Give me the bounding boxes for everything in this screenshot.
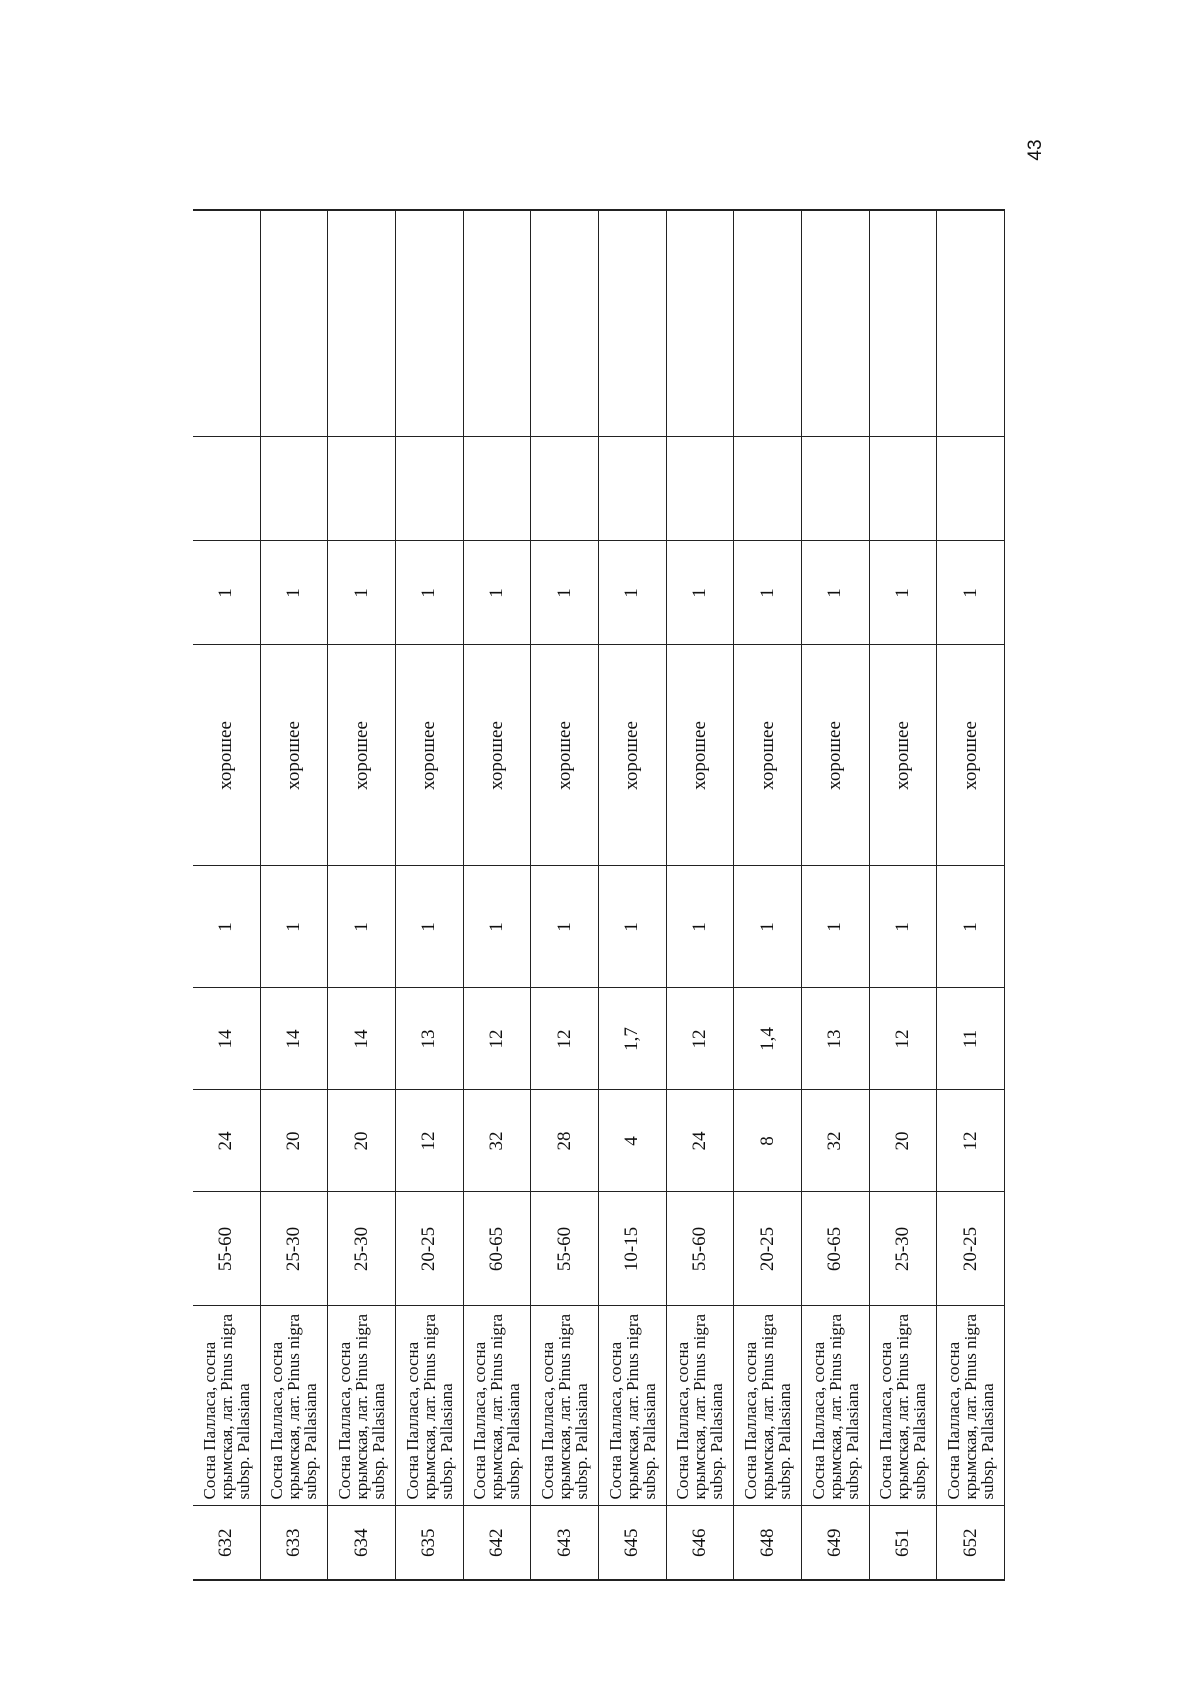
diameter-cell: 13 [801, 988, 869, 1090]
age-cell: 25-30 [869, 1192, 937, 1306]
species-cell: Сосна Палласа, сосна крымская, лат. Pinus nigra subsp. Pallasiana [801, 1306, 869, 1506]
row-number-cell: 632 [193, 1506, 260, 1580]
condition-cell: хорошее [463, 645, 531, 866]
condition-cell: хорошее [531, 645, 599, 866]
count-cell: 1 [260, 866, 328, 988]
quantity-cell: 1 [666, 541, 734, 645]
species-cell: Сосна Палласа, сосна крымская, лат. Pinus nigra subsp. Pallasiana [328, 1306, 396, 1506]
quantity-cell: 1 [734, 541, 802, 645]
quantity-cell: 1 [937, 541, 1005, 645]
extra-cell [395, 210, 463, 437]
row-number-cell: 648 [734, 1506, 802, 1580]
age-cell: 25-30 [260, 1192, 328, 1306]
count-cell: 1 [937, 866, 1005, 988]
age-cell: 60-65 [801, 1192, 869, 1306]
quantity-cell: 1 [801, 541, 869, 645]
condition-cell: хорошее [666, 645, 734, 866]
extra-cell [869, 210, 937, 437]
species-cell: Сосна Палласа, сосна крымская, лат. Pinus nigra subsp. Pallasiana [193, 1306, 260, 1506]
note-cell [869, 437, 937, 541]
quantity-cell: 1 [463, 541, 531, 645]
row-number-cell: 645 [598, 1506, 666, 1580]
quantity-cell: 1 [598, 541, 666, 645]
count-cell: 1 [328, 866, 396, 988]
table-row [734, 210, 802, 1580]
count-cell: 1 [801, 866, 869, 988]
species-cell: Сосна Палласа, сосна крымская, лат. Pinus nigra subsp. Pallasiana [463, 1306, 531, 1506]
diameter-cell: 1,7 [598, 988, 666, 1090]
quantity-cell: 1 [531, 541, 599, 645]
note-cell [666, 437, 734, 541]
table-body [193, 210, 1005, 1580]
count-cell: 1 [598, 866, 666, 988]
page-number: 43 [1025, 139, 1046, 161]
condition-cell: хорошее [395, 645, 463, 866]
row-number-cell: 634 [328, 1506, 396, 1580]
species-cell: Сосна Палласа, сосна крымская, лат. Pinus nigra subsp. Pallasiana [598, 1306, 666, 1506]
table-row [395, 210, 463, 1580]
table [193, 209, 1005, 1581]
age-cell: 10-15 [598, 1192, 666, 1306]
table-row [869, 210, 937, 1580]
note-cell [937, 437, 1005, 541]
diameter-cell: 12 [463, 988, 531, 1090]
age-cell: 60-65 [463, 1192, 531, 1306]
extra-cell [193, 210, 260, 437]
row-number-cell: 651 [869, 1506, 937, 1580]
species-cell: Сосна Палласа, сосна крымская, лат. Pinus nigra subsp. Pallasiana [395, 1306, 463, 1506]
diameter-cell: 1,4 [734, 988, 802, 1090]
age-cell: 25-30 [328, 1192, 396, 1306]
diameter-cell: 12 [666, 988, 734, 1090]
table-row [801, 210, 869, 1580]
age-cell: 55-60 [531, 1192, 599, 1306]
species-cell: Сосна Палласа, сосна крымская, лат. Pinus nigra subsp. Pallasiana [734, 1306, 802, 1506]
quantity-cell: 1 [869, 541, 937, 645]
diameter-cell: 12 [531, 988, 599, 1090]
row-number-cell: 646 [666, 1506, 734, 1580]
diameter-cell: 11 [937, 988, 1005, 1090]
age-cell: 20-25 [937, 1192, 1005, 1306]
quantity-cell: 1 [395, 541, 463, 645]
note-cell [463, 437, 531, 541]
height-cell: 8 [734, 1090, 802, 1192]
row-number-cell: 635 [395, 1506, 463, 1580]
age-cell: 20-25 [734, 1192, 802, 1306]
row-number-cell: 633 [260, 1506, 328, 1580]
row-number-cell: 649 [801, 1506, 869, 1580]
height-cell: 24 [193, 1090, 260, 1192]
count-cell: 1 [734, 866, 802, 988]
height-cell: 20 [869, 1090, 937, 1192]
condition-cell: хорошее [869, 645, 937, 866]
species-cell: Сосна Палласа, сосна крымская, лат. Pinus nigra subsp. Pallasiana [937, 1306, 1005, 1506]
height-cell: 4 [598, 1090, 666, 1192]
count-cell: 1 [395, 866, 463, 988]
condition-cell: хорошее [734, 645, 802, 866]
diameter-cell: 12 [869, 988, 937, 1090]
condition-cell: хорошее [801, 645, 869, 866]
count-cell: 1 [463, 866, 531, 988]
row-number-cell: 642 [463, 1506, 531, 1580]
table-row [193, 210, 260, 1580]
diameter-cell: 14 [260, 988, 328, 1090]
condition-cell: хорошее [260, 645, 328, 866]
height-cell: 32 [463, 1090, 531, 1192]
quantity-cell: 1 [193, 541, 260, 645]
quantity-cell: 1 [328, 541, 396, 645]
note-cell [531, 437, 599, 541]
height-cell: 28 [531, 1090, 599, 1192]
extra-cell [801, 210, 869, 437]
table-row [531, 210, 599, 1580]
quantity-cell: 1 [260, 541, 328, 645]
age-cell: 55-60 [193, 1192, 260, 1306]
extra-cell [328, 210, 396, 437]
table-row [598, 210, 666, 1580]
species-cell: Сосна Палласа, сосна крымская, лат. Pinus nigra subsp. Pallasiana [869, 1306, 937, 1506]
table-row [260, 210, 328, 1580]
extra-cell [531, 210, 599, 437]
height-cell: 24 [666, 1090, 734, 1192]
extra-cell [666, 210, 734, 437]
extra-cell [937, 210, 1005, 437]
table-row [937, 210, 1005, 1580]
count-cell: 1 [869, 866, 937, 988]
note-cell [395, 437, 463, 541]
species-cell: Сосна Палласа, сосна крымская, лат. Pinus nigra subsp. Pallasiana [531, 1306, 599, 1506]
extra-cell [598, 210, 666, 437]
height-cell: 32 [801, 1090, 869, 1192]
row-number-cell: 643 [531, 1506, 599, 1580]
note-cell [193, 437, 260, 541]
height-cell: 20 [260, 1090, 328, 1192]
height-cell: 20 [328, 1090, 396, 1192]
condition-cell: хорошее [598, 645, 666, 866]
height-cell: 12 [937, 1090, 1005, 1192]
table-row [666, 210, 734, 1580]
row-number-cell: 652 [937, 1506, 1005, 1580]
condition-cell: хорошее [937, 645, 1005, 866]
table-row [463, 210, 531, 1580]
note-cell [260, 437, 328, 541]
tree-inventory-table [193, 211, 1005, 1581]
count-cell: 1 [666, 866, 734, 988]
diameter-cell: 13 [395, 988, 463, 1090]
note-cell [801, 437, 869, 541]
age-cell: 55-60 [666, 1192, 734, 1306]
diameter-cell: 14 [328, 988, 396, 1090]
table-row [328, 210, 396, 1580]
species-cell: Сосна Палласа, сосна крымская, лат. Pinus nigra subsp. Pallasiana [666, 1306, 734, 1506]
note-cell [734, 437, 802, 541]
diameter-cell: 14 [193, 988, 260, 1090]
count-cell: 1 [531, 866, 599, 988]
condition-cell: хорошее [328, 645, 396, 866]
condition-cell: хорошее [193, 645, 260, 866]
extra-cell [734, 210, 802, 437]
note-cell [328, 437, 396, 541]
species-cell: Сосна Палласа, сосна крымская, лат. Pinus nigra subsp. Pallasiana [260, 1306, 328, 1506]
height-cell: 12 [395, 1090, 463, 1192]
age-cell: 20-25 [395, 1192, 463, 1306]
note-cell [598, 437, 666, 541]
extra-cell [463, 210, 531, 437]
count-cell: 1 [193, 866, 260, 988]
extra-cell [260, 210, 328, 437]
